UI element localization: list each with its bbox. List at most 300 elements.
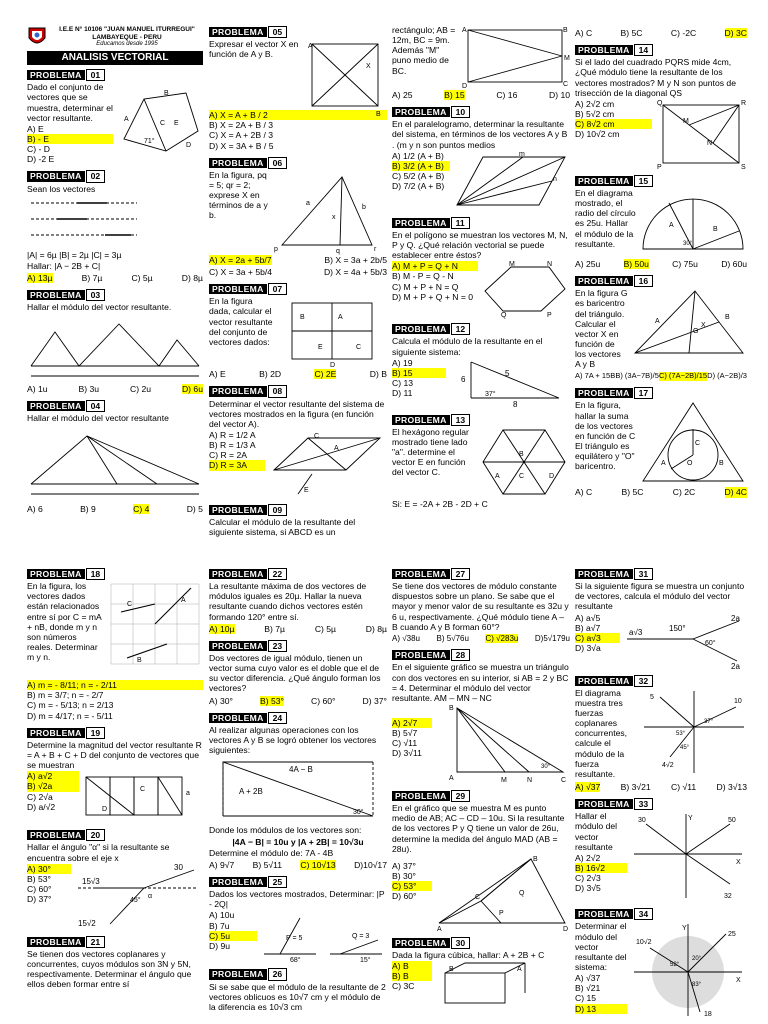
problem-text: En la figura, hallar la suma de los vectores en función de C El triángulo es equilátero y "O" baricentro. <box>575 400 636 472</box>
problem-32 <box>575 675 747 793</box>
zigzag-figure <box>27 314 203 380</box>
svg-text:30: 30 <box>174 862 183 872</box>
problem-text: Determinar el módulo del vector resultante del sistema: <box>575 921 627 972</box>
option-d: D) B <box>369 369 387 380</box>
problem-label: PROBLEMA <box>209 386 267 396</box>
option-a: A) 13µ <box>27 273 53 284</box>
square-pqrs-figure <box>655 99 747 169</box>
svg-text:C: C <box>695 440 701 448</box>
svg-text:B: B <box>137 657 142 665</box>
option-c: C) R = 2A <box>209 450 247 461</box>
problem-number: 23 <box>268 640 288 652</box>
vector-figure <box>116 81 202 161</box>
svg-text:b: b <box>362 203 366 211</box>
svg-text:52°: 52° <box>670 962 680 969</box>
problem-label: PROBLEMA <box>27 171 85 181</box>
svg-text:G: G <box>693 328 699 336</box>
problem-11 <box>392 217 570 318</box>
option-c: C) 5/2 (A + B) <box>392 170 445 181</box>
problem-20 <box>27 829 203 929</box>
option-d: D) M + P + Q + N = 0 <box>392 291 474 302</box>
option-c: C) 2E <box>314 369 337 380</box>
option-a: A) 25u <box>575 258 601 269</box>
option-d: D) 5 <box>186 504 203 515</box>
rectangle-vectors-figure <box>278 295 386 370</box>
squares-vectors-figure <box>82 771 202 823</box>
problem-label: PROBLEMA <box>392 569 450 579</box>
svg-text:D: D <box>549 472 555 480</box>
svg-text:S: S <box>741 163 746 171</box>
option-a: A) 1/2 (A + B) <box>392 150 444 161</box>
option-d: D) 3√13 <box>716 781 747 792</box>
svg-text:C: C <box>160 120 166 128</box>
problem-text: Hallar el módulo del vector resultante. <box>27 302 172 313</box>
problem-06 <box>209 157 387 277</box>
option-c: C) 5µ <box>314 623 336 634</box>
svg-text:A: A <box>661 460 666 468</box>
option-d: D) 11 <box>392 388 413 399</box>
option-b: B) 53° <box>27 873 51 884</box>
svg-text:M: M <box>683 117 689 125</box>
parallelogram-mn-figure <box>453 151 569 211</box>
svg-text:Q: Q <box>519 889 525 897</box>
problem-21 <box>27 936 203 990</box>
column-5 <box>27 568 203 995</box>
svg-text:n: n <box>553 175 557 183</box>
problem-label: PROBLEMA <box>575 569 633 579</box>
option-d: D)10√17 <box>354 859 387 870</box>
problem-19 <box>27 727 203 824</box>
problem-14 <box>575 44 747 169</box>
problem-02 <box>27 170 203 283</box>
rectangle-operations-figure <box>209 756 387 822</box>
problem-17 <box>575 387 747 497</box>
option-d: D) 6u <box>181 383 203 394</box>
svg-text:m: m <box>519 150 525 158</box>
problem-label: PROBLEMA <box>209 877 267 887</box>
svg-text:P: P <box>499 909 504 917</box>
pq-vectors-figure <box>260 910 386 965</box>
option-c: C) √11 <box>671 781 697 792</box>
column-6 <box>209 568 387 1018</box>
option-a: A) E <box>209 369 226 380</box>
polygon-figure <box>481 261 569 320</box>
option-c: C) 75u <box>672 258 698 269</box>
option-d: D) X = 3A + B / 5 <box>209 140 274 151</box>
problem-number: 02 <box>86 170 106 182</box>
svg-text:M: M <box>501 776 507 784</box>
svg-text:18: 18 <box>704 1011 712 1019</box>
option-a: A) 2√2 <box>575 852 601 863</box>
svg-text:R: R <box>741 99 747 107</box>
option-d: D) 10 <box>548 90 570 100</box>
option-b: B) 15 <box>392 368 446 378</box>
option-a: A) √37 <box>575 973 601 984</box>
svg-text:8: 8 <box>513 399 518 409</box>
problem-number: 32 <box>634 675 654 687</box>
problem-text: rectángulo; AB = 12m, BC = 9m. Además "M" puno medio de BC. <box>392 25 456 76</box>
option-d: D) a/√2 <box>27 801 56 812</box>
svg-text:a√3: a√3 <box>629 627 643 637</box>
svg-text:D: D <box>563 925 569 933</box>
svg-text:A: A <box>495 472 500 480</box>
svg-text:5: 5 <box>505 368 510 378</box>
option-a: A) √37 <box>575 781 601 792</box>
problem-29 <box>392 790 570 931</box>
svg-text:C: C <box>314 432 320 440</box>
problem-text: Determinar el vector resultante del sistema de vectores mostrados en la figura (en función del vector A). <box>209 398 385 429</box>
problem-09-cont <box>392 24 570 100</box>
svg-text:P = 5: P = 5 <box>286 935 303 943</box>
svg-text:6: 6 <box>461 374 466 384</box>
problem-03 <box>27 289 203 394</box>
hexagon-figure <box>479 426 569 498</box>
problem-08 <box>209 385 387 498</box>
problem-text: En el siguiente gráfico se muestra un triángulo con dos vectores en su interior, si AB = 2 y BC = 4. Determinar el módulo del vector resultante. AM – MN – NC <box>392 662 569 703</box>
problem-label: PROBLEMA <box>392 415 450 425</box>
svg-text:C: C <box>563 81 569 88</box>
svg-text:15°: 15° <box>360 957 371 965</box>
option-c: C) 60° <box>27 883 52 894</box>
svg-text:C: C <box>356 344 362 352</box>
svg-text:30°: 30° <box>353 809 364 817</box>
problem-text: Dados los vectores mostrados, Determinar: |P - 2Q| <box>209 889 385 910</box>
problem-question: Determine el módulo de: 7A - 4B <box>209 847 334 858</box>
problem-label: PROBLEMA <box>27 70 85 80</box>
option-a: A) 9√7 <box>209 859 235 870</box>
quadrilateral-figure <box>435 855 569 931</box>
option-d: D) X = 4a + 5b/3 <box>323 266 387 277</box>
svg-text:A: A <box>308 43 313 51</box>
problem-label: PROBLEMA <box>392 218 450 228</box>
problem-26 <box>209 968 387 1012</box>
option-d: D) 7/2 (A + B) <box>392 181 445 192</box>
problem-label: PROBLEMA <box>575 676 633 686</box>
problem-text: Dos vectores de igual módulo, tienen un vector suma cuyo valor es el doble que el de su vector diferencia. ¿Qué ángulo forman los vectores? <box>209 652 381 694</box>
svg-text:2a: 2a <box>731 661 740 671</box>
problem-text: En la figura dada, calcular el vector resultante del conjunto de vectores dados: <box>209 296 273 347</box>
vectors-figure <box>27 195 203 247</box>
problem-number: 31 <box>634 568 654 580</box>
svg-text:A: A <box>181 597 186 605</box>
problem-number: 24 <box>268 712 288 724</box>
problem-33 <box>575 798 747 902</box>
svg-text:50: 50 <box>728 817 736 825</box>
problem-label: PROBLEMA <box>27 401 85 411</box>
option-a: A) 2√7 <box>392 718 432 728</box>
svg-text:B: B <box>449 704 454 712</box>
svg-text:D: D <box>330 362 336 370</box>
school-motto: Educamos desde 1995 <box>96 41 158 48</box>
svg-text:B: B <box>449 966 454 974</box>
option-b: B) 5C <box>621 487 644 498</box>
svg-text:N: N <box>527 776 533 784</box>
option-d: D) 60° <box>392 891 417 902</box>
problem-label: PROBLEMA <box>209 569 267 579</box>
svg-text:D: D <box>186 142 192 150</box>
problem-12 <box>392 323 570 407</box>
problem-label: PROBLEMA <box>209 969 267 979</box>
svg-text:X: X <box>736 859 741 867</box>
svg-text:O: O <box>687 460 693 468</box>
option-b: B) 5√11 <box>252 859 283 870</box>
problem-text: Si la siguiente figura se muestra un conjunto de vectores, calcula el módulo del vector resultante <box>575 581 745 612</box>
svg-text:37°: 37° <box>704 718 714 725</box>
option-b: B) 5√7 <box>392 728 418 739</box>
problem-label: PROBLEMA <box>209 505 267 515</box>
svg-text:B: B <box>725 314 730 322</box>
option-d: D)5√179u <box>534 633 570 643</box>
problem-label: PROBLEMA <box>27 290 85 300</box>
problem-text: Se tienen dos vectores coplanares y concurrentes, cuyos módulos son 3N y 5N, respectivamente. Determinar el ángulo que ellos deben formar entre sí <box>27 948 192 990</box>
problem-07 <box>209 283 387 379</box>
option-c: C) 10√13 <box>300 859 336 870</box>
option-a: A) 10u <box>209 910 235 921</box>
svg-text:68°: 68° <box>290 957 301 965</box>
svg-text:q: q <box>336 247 340 255</box>
svg-text:4√2: 4√2 <box>662 761 674 769</box>
svg-text:37°: 37° <box>485 390 496 398</box>
problem-text: En el gráfico que se muestra M es punto medio de AB; AC – CD – 10u. Si la resultante de los vectores P y Q tiene un valor de 26u, determine la medida del ángulo MAD (AB = 28u). <box>392 803 565 854</box>
option-d: D) 10√2 cm <box>575 129 620 140</box>
svg-text:Y: Y <box>688 815 693 823</box>
option-a: A) √38u <box>392 633 420 643</box>
svg-text:P: P <box>547 312 552 320</box>
problem-text: Al realizar algunas operaciones con los vectores A y B se logró obtener los vectores siguientes: <box>209 724 377 756</box>
option-b: B) 7µ <box>264 623 286 634</box>
svg-text:E: E <box>174 120 179 128</box>
problem-text: Expresar el vector X en función de A y B. <box>209 39 299 60</box>
svg-text:Q = 3: Q = 3 <box>352 933 370 941</box>
problem-label: PROBLEMA <box>209 158 267 168</box>
option-c: C) 53° <box>392 881 432 891</box>
problem-number: 09 <box>268 504 288 516</box>
option-c: C) X = A + 2B / 3 <box>209 130 274 141</box>
option-c: C) 2√a <box>27 791 53 802</box>
svg-text:B: B <box>300 314 305 322</box>
svg-text:E: E <box>318 344 323 352</box>
option-c: C) - D <box>27 144 50 155</box>
problem-label: PROBLEMA <box>392 650 450 660</box>
problem-number: 18 <box>86 568 106 580</box>
problem-number: 20 <box>86 829 106 841</box>
problem-label: PROBLEMA <box>209 641 267 651</box>
problem-label: PROBLEMA <box>392 324 450 334</box>
problem-28 <box>392 649 570 784</box>
problem-number: 01 <box>86 69 106 81</box>
problem-number: 26 <box>268 968 288 980</box>
option-d: D) 4C <box>724 487 747 498</box>
problem-text: Si el lado del cuadrado PQRS mide 4cm, ¿Qué módulo tiene la resultante de los vectores mostrados? M y N son puntos de trisección de la diagonal QS <box>575 57 736 98</box>
svg-text:45°: 45° <box>680 744 690 751</box>
problem-label: PROBLEMA <box>575 388 633 398</box>
option-c: C) 13 <box>392 377 414 388</box>
svg-text:A: A <box>437 925 442 933</box>
problem-text: Determine la magnitud del vector resultante R = A + B + C + D del conjunto de vectores que se muestran <box>27 739 202 771</box>
option-b: B) 15 <box>444 90 465 100</box>
svg-text:71°: 71° <box>144 138 155 146</box>
problem-number: 15 <box>634 175 654 187</box>
triangles-figure <box>27 424 203 500</box>
svg-text:45°: 45° <box>130 896 141 904</box>
problem-footer: Si: E = -2A + 2B - 2D + C <box>392 498 488 509</box>
problem-label: PROBLEMA <box>575 799 633 809</box>
option-b: B) 5√76u <box>436 633 469 643</box>
option-c: C) 2u <box>130 383 152 394</box>
school-crest-icon <box>27 26 47 48</box>
svg-text:M: M <box>509 261 515 269</box>
svg-text:M: M <box>564 55 570 62</box>
problem-number: 03 <box>86 289 106 301</box>
option-a: A) 1u <box>27 383 48 394</box>
problem-text: En el diagrama mostrado, el radio del círculo es 25u. Hallar el módulo de la resultante. <box>575 187 636 249</box>
svg-text:Y: Y <box>682 925 687 933</box>
problem-number: 34 <box>634 908 654 920</box>
option-d: D) -2 E <box>27 154 55 165</box>
option-c: C) X = 3a + 5b/4 <box>209 266 273 277</box>
svg-text:a: a <box>186 790 190 798</box>
svg-text:B: B <box>519 450 524 458</box>
problem-question: Hallar: |A − 2B + C| <box>27 261 101 272</box>
problem-text: Calcula el módulo de la resultante en el siguiente sistema: <box>392 336 543 357</box>
svg-text:53°: 53° <box>676 730 686 737</box>
problem-label: PROBLEMA <box>209 27 267 37</box>
problem-number: 04 <box>86 400 106 412</box>
svg-text:r: r <box>374 245 377 253</box>
option-b: B) 7u <box>209 920 230 931</box>
option-b: B) 50u <box>623 258 649 269</box>
option-a: A) 6 <box>27 504 43 515</box>
option-b: B) 3u <box>78 383 100 394</box>
problem-text: El hexágono regular mostrado tiene lado "a". determine el vector E en función del vector C. <box>392 426 469 478</box>
problem-number: 25 <box>268 876 288 888</box>
angle-alpha-figure <box>74 864 202 930</box>
option-b: B) a√7 <box>575 622 601 633</box>
option-c: C) √283u <box>485 633 519 643</box>
option-c: C) 5u <box>209 931 257 941</box>
problem-label: PROBLEMA <box>575 176 633 186</box>
problem-text: En el paralelogramo, determinar la resultante del sistema, en términos de los vectores A y B . (m y n son puntos medios <box>392 119 568 150</box>
vector-moduli: |A| = 6µ |B| = 2µ |C| = 3µ <box>27 249 122 260</box>
option-d: D) (A−2B)/3 <box>707 371 747 381</box>
svg-text:15√2: 15√2 <box>78 918 96 928</box>
page-title: ANALISIS VECTORIAL <box>27 51 203 65</box>
svg-text:A: A <box>655 318 660 326</box>
svg-text:X: X <box>701 322 706 330</box>
option-d: D) 3C <box>724 28 747 38</box>
svg-text:x: x <box>332 213 336 221</box>
option-c: C) (7A−2B)/15 <box>658 371 708 381</box>
svg-text:B: B <box>563 27 568 34</box>
option-c: C) 3C <box>392 981 415 992</box>
problem-text: En el polígono se muestran los vectores M, N, P y Q. ¿Qué relación vectorial se puede establecer entre éstos? <box>392 229 568 261</box>
option-c: C) 8√2 cm <box>575 119 652 129</box>
problem-number: 07 <box>268 283 288 295</box>
triangle-pqr-figure <box>272 169 386 253</box>
svg-text:30°: 30° <box>541 763 551 770</box>
option-a: A) E <box>27 123 44 134</box>
option-d: D) 3√a <box>575 642 601 653</box>
option-b: B) 3/2 (A + B) <box>392 161 450 171</box>
triangle-amnc-figure <box>435 704 569 784</box>
option-b: B) X = 2A + B / 3 <box>209 120 274 131</box>
svg-text:A: A <box>338 314 343 322</box>
problem-10 <box>392 106 570 211</box>
problem-text: En la figura G es baricentro del triángulo. Calcular el vector X en función de los vectores A y B <box>575 288 628 370</box>
option-c: C) m = - 5/13; n = 2/13 <box>27 700 114 711</box>
problem-31 <box>575 568 747 669</box>
option-b: B) 5√2 cm <box>575 108 615 119</box>
option-c: C) -2C <box>670 28 697 38</box>
svg-text:P: P <box>657 163 662 171</box>
equilateral-circle-figure <box>639 399 747 485</box>
option-a: A) 30° <box>209 695 233 706</box>
svg-text:E: E <box>304 486 309 494</box>
svg-text:A: A <box>462 27 467 34</box>
option-a: A) 25 <box>392 90 413 100</box>
svg-text:15√3: 15√3 <box>82 876 100 886</box>
svg-text:10√2: 10√2 <box>636 939 652 947</box>
option-b: B) 16√2 <box>575 863 627 873</box>
svg-text:D: D <box>102 806 108 814</box>
svg-text:B: B <box>719 460 724 468</box>
svg-text:10: 10 <box>734 697 742 705</box>
school-name: I.E.E N° 10106 "JUAN MANUEL ITURREGUI" <box>59 26 195 33</box>
circle-forces-figure <box>630 920 746 1018</box>
problem-text: Sean los vectores <box>27 183 96 194</box>
problem-number: 12 <box>451 323 471 335</box>
school-header <box>27 26 203 48</box>
problem-number: 30 <box>451 937 471 949</box>
svg-text:A: A <box>124 116 129 124</box>
svg-text:N: N <box>707 139 713 147</box>
svg-text:30°: 30° <box>683 240 693 247</box>
semicircle-figure <box>639 187 747 257</box>
svg-text:X: X <box>366 63 371 71</box>
problem-number: 19 <box>86 727 106 739</box>
svg-text:C: C <box>519 472 525 480</box>
problem-text: Hallar el módulo del vector resultante <box>575 811 618 852</box>
svg-text:p: p <box>274 245 278 253</box>
option-b: B) X = 3a + 2b/5 <box>324 254 387 265</box>
svg-text:83°: 83° <box>692 982 702 989</box>
problem-18 <box>27 568 203 721</box>
svg-text:5: 5 <box>650 693 654 701</box>
problem-number: 27 <box>451 568 471 580</box>
option-a: A) C <box>575 28 593 38</box>
option-c: C) 16 <box>496 90 518 100</box>
option-b: B) - E <box>27 134 113 144</box>
column-1 <box>27 26 203 520</box>
option-b: B) 7µ <box>81 273 103 284</box>
option-d: D) 37° <box>362 695 387 706</box>
parallelogram-figure <box>268 430 386 498</box>
problem-text: En la figura, pq = 5; qr = 2; exprese X en términos de a y b. <box>209 169 268 221</box>
problem-13-answers <box>575 28 747 38</box>
option-b: B) 3√21 <box>620 781 651 792</box>
option-b: B) √2a <box>27 781 79 791</box>
option-b: B) m = 3/7; n = - 2/7 <box>27 690 104 701</box>
option-a: A) B <box>392 961 432 971</box>
option-b: B) 5C <box>620 28 643 38</box>
problem-22 <box>209 568 387 634</box>
problem-number: 11 <box>451 217 470 229</box>
rectangle-abcd-figure <box>460 24 570 88</box>
svg-text:B: B <box>164 90 169 98</box>
column-8 <box>575 568 747 1024</box>
option-c: C) 2√3 <box>575 873 601 884</box>
problem-label: PROBLEMA <box>575 45 633 55</box>
